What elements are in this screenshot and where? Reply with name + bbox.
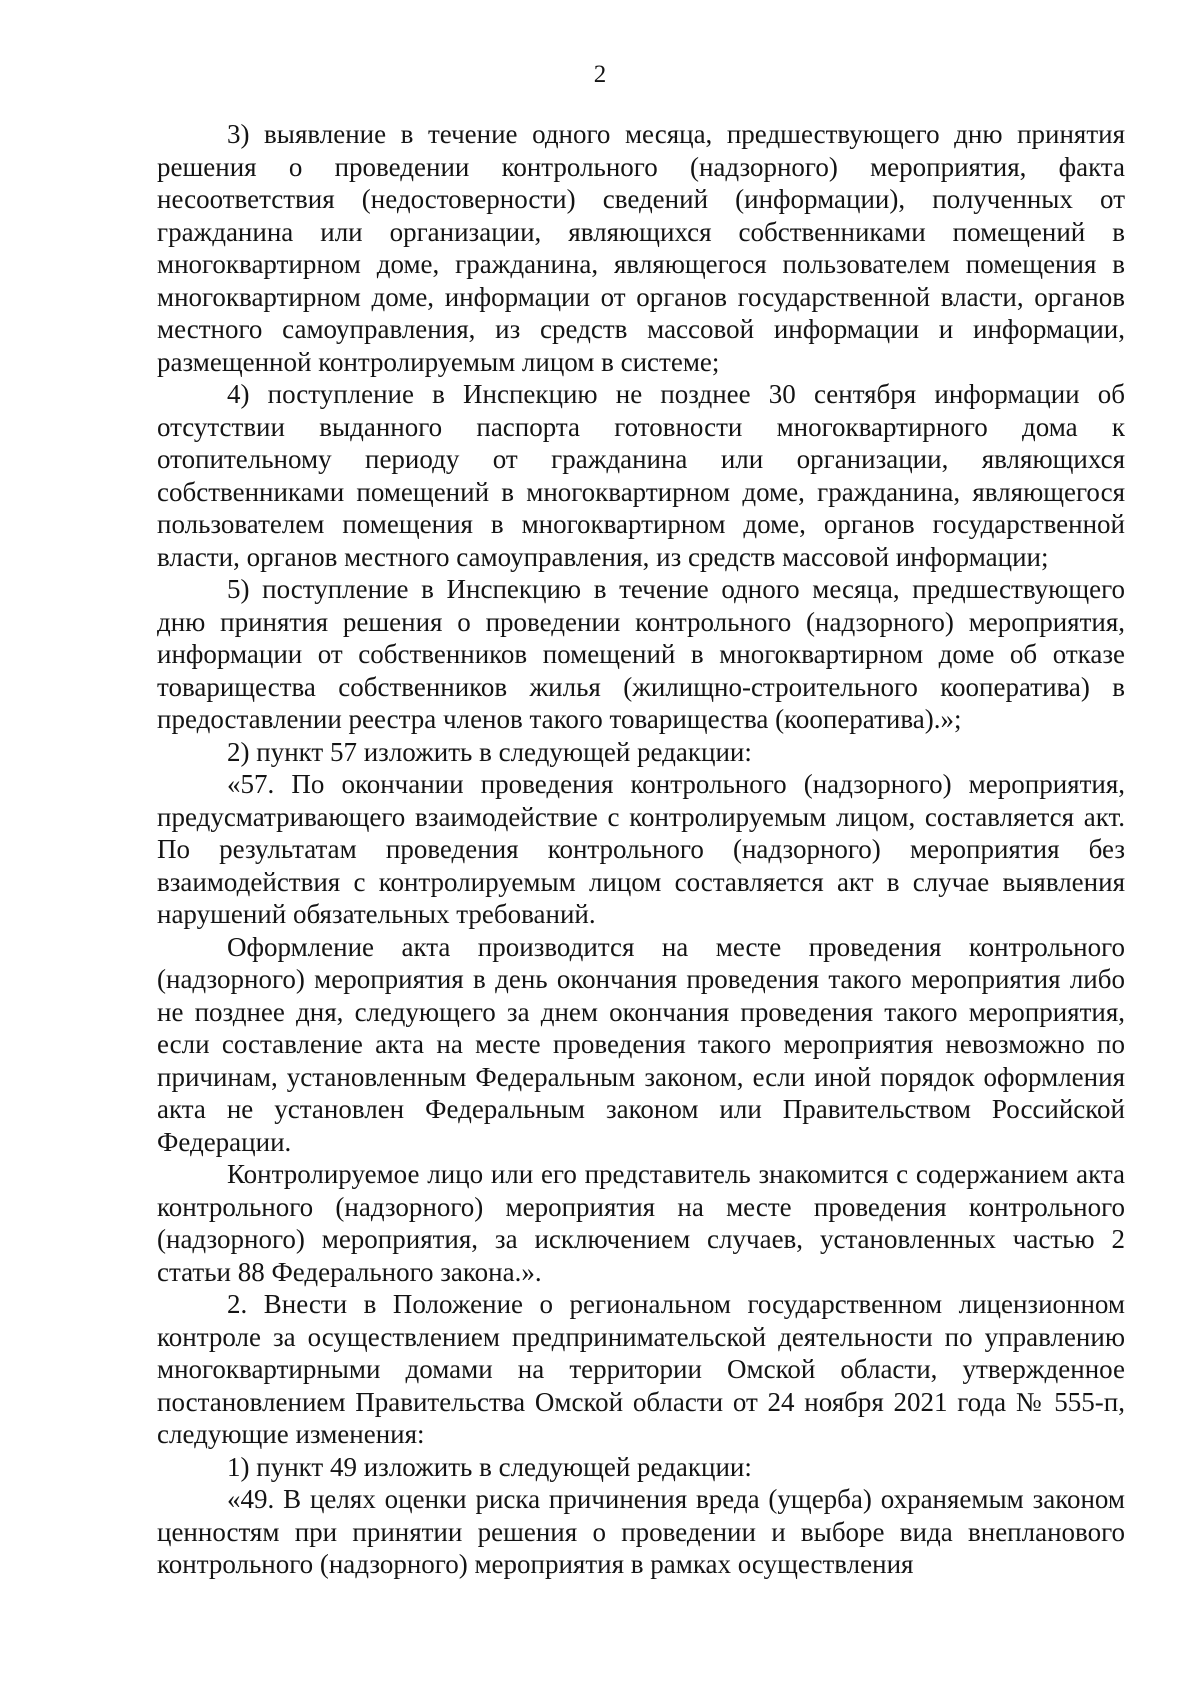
paragraph-act-registration: Оформление акта производится на месте проведения контрольного (надзорного) мероприятия в день окончания проведения такого мероприятия либо не позднее дня, следующего за днем окончания проведения такого мероприятия, если составление акта на месте проведения такого мероприятия невозможно по причинам, установленным Федеральным законом, если иной порядок оформления акта не установлен Федеральным законом или Правительством Российской Федерации. xyxy=(157,931,1125,1157)
paragraph-controlled-person: Контролируемое лицо или его представитель знакомится с содержанием акта контрольного (надзорного) мероприятия на месте проведения контрольного (надзорного) мероприятия, за исключением случаев, установленных частью 2 статьи 88 Федерального закона.». xyxy=(157,1159,1125,1287)
page-number: 2 xyxy=(593,61,607,88)
paragraph-item-4: 4) поступление в Инспекцию не позднее 30 сентября информации об отсутствии выданного паспорта готовности многоквартирного дома к отопительному периоду от гражданина или организации, являющихся собственниками помещений в многоквартирном доме, гражданина, являющегося пользователем помещения в многоквартирном доме, органов государственной власти, органов местного самоуправления, из средств массовой информации; xyxy=(157,379,1125,572)
paragraph-point-49-intro: 1) пункт 49 изложить в следующей редакции: xyxy=(227,1451,752,1482)
paragraph-section-2: 2. Внести в Положение о региональном государственном лицензионном контроле за осуществлением предпринимательской деятельности по управлению многоквартирными домами на территории Омской области, утвержденное постановлением Правительства Омской области от 24 ноября 2021 года № 555-п, следующие изменения: xyxy=(157,1289,1125,1449)
document-body xyxy=(157,118,1125,1581)
paragraph-item-5: 5) поступление в Инспекцию в течение одного месяца, предшествующего дню принятия решения о проведении контрольного (надзорного) мероприятия, информации от собственников помещений в многоквартирном доме об отказе товарищества собственников жилья (жилищно-строительного кооператива) в предоставлении реестра членов такого товарищества (кооператива).»; xyxy=(157,574,1125,734)
paragraph-point-49-text: «49. В целях оценки риска причинения вреда (ущерба) охраняемым законом ценностям при принятии решения о проведении и выборе вида внепланового контрольного (надзорного) мероприятия в рамках осуществления xyxy=(157,1484,1125,1579)
paragraph-item-3: 3) выявление в течение одного месяца, предшествующего дню принятия решения о проведении контрольного (надзорного) мероприятия, факта несоответствия (недостоверности) сведений (информации), полученных от гражданина или организации, являющихся собственниками помещений в многоквартирном доме, гражданина, являющегося пользователем помещения в многоквартирном доме, информации от органов государственной власти, органов местного самоуправления, из средств массовой информации и информации, размещенной контролируемым лицом в системе; xyxy=(157,119,1125,377)
paragraph-point-57-text: «57. По окончании проведения контрольного (надзорного) мероприятия, предусматривающего взаимодействие с контролируемым лицом, составляется акт. По результатам проведения контрольного (надзорного) мероприятия без взаимодействия с контролируемым лицом составляется акт в случае выявления нарушений обязательных требований. xyxy=(157,769,1125,929)
paragraph-point-57-intro: 2) пункт 57 изложить в следующей редакции: xyxy=(227,736,752,767)
